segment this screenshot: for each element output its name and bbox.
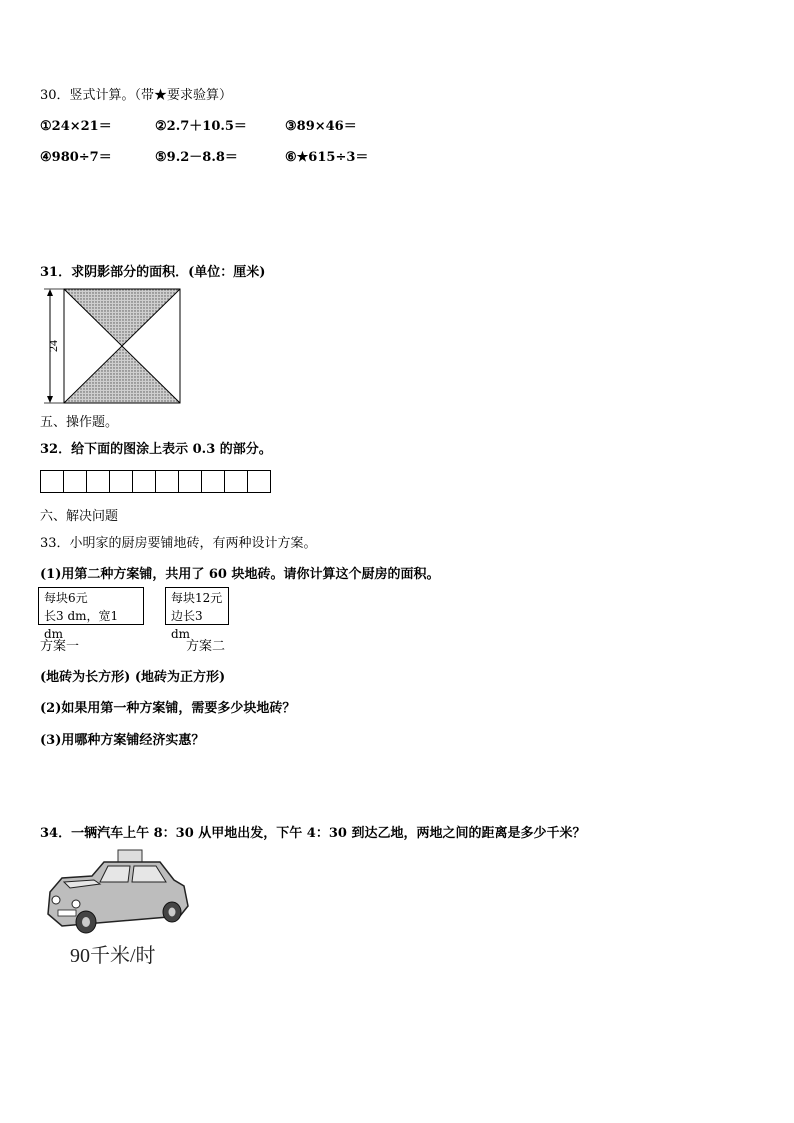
taxi-speed-label: 90千米/时 xyxy=(70,945,156,967)
grid-cell[interactable] xyxy=(201,470,225,493)
q30-title: 30．竖式计算。（带★要求验算） xyxy=(40,88,233,103)
q33-sub3: (3)用哪种方案铺经济实惠？ xyxy=(40,733,205,748)
q30-item-2: ②2.7＋10.5＝ xyxy=(155,119,247,134)
grid-cell[interactable] xyxy=(132,470,156,493)
dimension-arrow-up xyxy=(47,289,53,296)
grid-cell[interactable] xyxy=(247,470,271,493)
q30-item-1: ①24×21＝ xyxy=(40,119,112,134)
q31-title: 31．求阴影部分的面积．(单位：厘米) xyxy=(40,265,266,280)
bottom-shaded-triangle xyxy=(64,346,180,403)
dimension-arrow-down xyxy=(47,396,53,403)
q33-sub2: (2)如果用第一种方案铺，需要多少块地砖？ xyxy=(40,701,296,716)
taxi-headlight xyxy=(72,900,80,908)
plan-1-size: 长3 dm，宽1 dm xyxy=(44,609,119,641)
taxi-illustration xyxy=(42,846,202,972)
grid-cell[interactable] xyxy=(178,470,202,493)
plan-1-box xyxy=(38,587,144,641)
taxi-plate xyxy=(58,910,76,916)
plan-1-price: 每块6元 xyxy=(44,591,88,605)
q30-item-4: ④980÷7＝ xyxy=(40,150,112,165)
q33-sub1: (1)用第二种方案铺，共用了 60 块地砖。请你计算这个厨房的面积。 xyxy=(40,567,440,582)
grid-cell[interactable] xyxy=(86,470,110,493)
q33-title: 33．小明家的厨房要铺地砖，有两种设计方案。 xyxy=(40,536,317,551)
q34-title: 34．一辆汽车上午 8：30 从甲地出发，下午 4：30 到达乙地，两地之间的距离是多少千米？ xyxy=(40,826,586,841)
plan-2-label: 方案二 xyxy=(186,639,226,654)
fraction-grid xyxy=(40,470,271,493)
plan-1-label: 方案一 xyxy=(40,639,80,654)
section-6-heading: 六、解决问题 xyxy=(40,509,119,524)
grid-cell[interactable] xyxy=(109,470,133,493)
dimension-label: 24 xyxy=(46,340,60,352)
taxi-roof-sign xyxy=(118,850,142,862)
q30-item-5: ⑤9.2－8.8＝ xyxy=(155,150,238,165)
taxi-headlight xyxy=(52,896,60,904)
taxi-hubcap xyxy=(169,908,176,917)
top-shaded-triangle xyxy=(64,289,180,346)
taxi-hubcap xyxy=(82,917,90,927)
shaded-area-figure xyxy=(38,286,184,406)
grid-cell[interactable] xyxy=(40,470,64,493)
plan-2-box xyxy=(165,587,229,641)
section-5-heading: 五、操作题。 xyxy=(40,415,119,430)
grid-cell[interactable] xyxy=(155,470,179,493)
plan-2-size: 边长3 dm xyxy=(171,609,203,641)
grid-cell[interactable] xyxy=(63,470,87,493)
q30-item-3: ③89×46＝ xyxy=(285,119,357,134)
q33-shapes-note: (地砖为长方形) (地砖为正方形) xyxy=(40,670,226,685)
q30-item-6: ⑥★615÷3＝ xyxy=(285,150,369,165)
plan-2-price: 每块12元 xyxy=(171,591,223,605)
grid-cell[interactable] xyxy=(224,470,248,493)
q32-title: 32．给下面的图涂上表示 0.3 的部分。 xyxy=(40,442,272,457)
